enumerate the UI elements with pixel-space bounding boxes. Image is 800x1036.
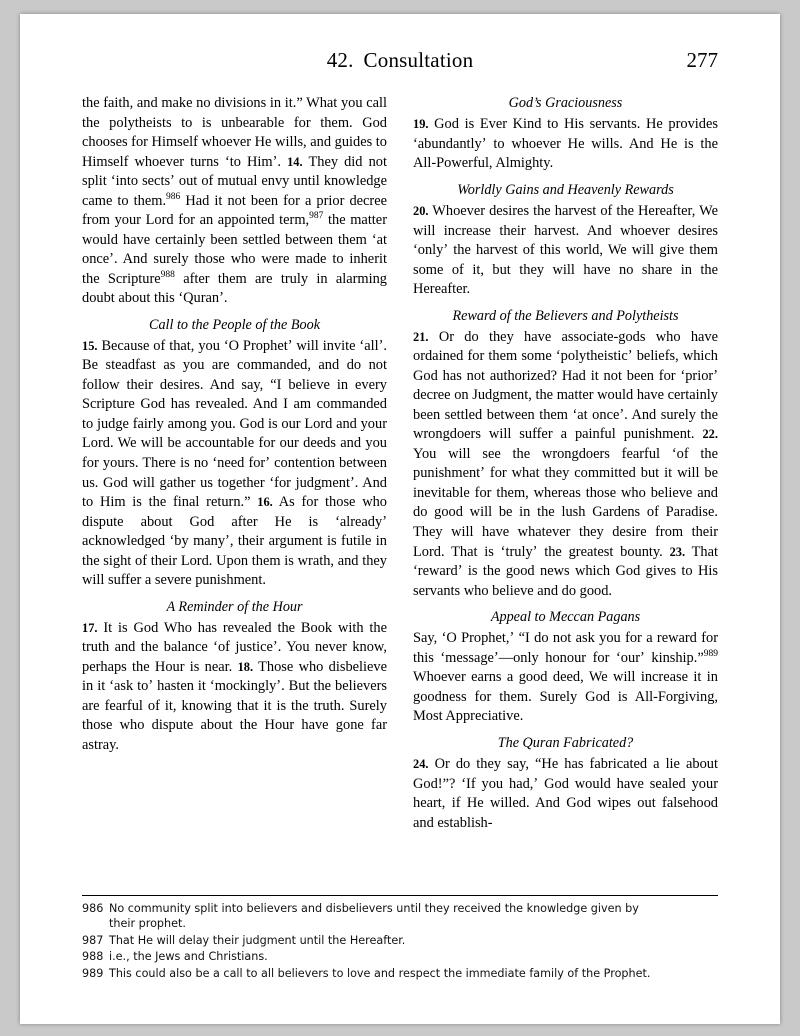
- document-page: [20, 14, 780, 1024]
- footnote-number: 989: [82, 966, 104, 980]
- footnote-text: [109, 901, 718, 932]
- page-title: [82, 48, 718, 73]
- footnote-ref-989: 989: [703, 649, 718, 659]
- footnotes-section: [82, 895, 718, 982]
- footnote-text: i.e., the Jews and Christians.: [109, 950, 268, 964]
- paragraph-continuation: [82, 94, 387, 309]
- page-header: [82, 48, 718, 88]
- verse-number-22: 22.: [702, 427, 718, 442]
- appeal-text: Say, ʻO Prophet,ʼ “I do not ask you for a reward for this ʻmessageʼ—only honour for ʻourʼ kinship.”: [413, 630, 718, 666]
- verse-17-text: It is God Who has revealed the Book with the truth and the balance ʻof justiceʼ. You never know, perhaps the Hour is near.: [82, 619, 388, 675]
- footnote-ref-987: 987: [309, 211, 324, 222]
- left-para-1: the faith, and make no divisions in it.” What you call the polytheists to is unbearable for them. God chooses for Himself whoever He wills, and guides to Himself whoever turns ʻto Himʼ.: [82, 95, 387, 170]
- footnote-number: 988: [82, 950, 104, 964]
- left-column: [82, 94, 387, 833]
- verse-23-text: That ʻrewardʼ is the good news which God gives to His servants who believe and do good.: [413, 543, 718, 599]
- footnote-text-continuation: their prophet.: [109, 917, 186, 931]
- footnote-text: This could also be a call to all believers to love and respect the immediate family of the Prophet.: [109, 966, 651, 980]
- verse-21-text: Or do they have associate-gods who have ordained for them some ʻpolytheisticʼ beliefs, which God has not authorized? Had it not been for ʻpriorʼ decree on Judgment, the matter would have certainly been settled between them ʻat onceʼ. And surely the wrongdoers will suffer a painful punishment.: [413, 328, 718, 443]
- verse-number-18: 18.: [237, 659, 254, 674]
- section-heading-gods-graciousness: God’s Graciousness: [508, 95, 623, 111]
- verse-20-paragraph: [413, 202, 718, 300]
- verse-number-20: 20.: [413, 204, 429, 219]
- chapter-number: 42.: [326, 48, 354, 72]
- section-heading-worldly-gains: Worldly Gains and Heavenly Rewards: [457, 181, 674, 198]
- appeal-text-2: Whoever earns a good deed, We will increase it in goodness for them. Surely God is All-Forgiving, Most Appreciative.: [413, 669, 718, 725]
- verse-20-text: Whoever desires the harvest of the Hereafter, We will increase their harvest. And whoever desires ʻonlyʼ the harvest of this world, We will give them some of it, but they will have no share in the Hereafter.: [413, 203, 718, 298]
- verse-19-paragraph: [413, 115, 718, 174]
- verse-number-21: 21.: [413, 329, 429, 344]
- verse-17-paragraph: [82, 619, 387, 756]
- footnote-divider: [82, 895, 718, 896]
- footnote-item: [82, 933, 718, 948]
- footnote-item: [82, 966, 718, 981]
- verse-18-text: Those who disbelieve in it ʻask toʼ hasten it ʻmockinglyʼ. But the believers are fearful of it, knowing that it is the truth. Surely those who dispute about the Hour have gone far astray.: [82, 658, 387, 753]
- verse-number-23: 23.: [669, 544, 686, 559]
- section-heading-call-to-people-of-the-book: Call to the People of the Book: [149, 316, 320, 333]
- footnote-number: 987: [82, 933, 104, 947]
- chapter-title: Consultation: [363, 48, 474, 72]
- verse-24-text: Or do they say, “He has fabricated a lie about God!”? ʻIf you had,ʼ God would have sealed your heart, if He willed. And God wipes out falsehood and establish-: [413, 756, 718, 831]
- verse-15-text: Because of that, you ʻO Prophetʼ will invite ʻallʼ. Be steadfast as you are commanded, and do not follow their desires. And say, “I believe in every Scripture God has revealed. And I am commanded to judge fairly among you. God is our Lord and your Lord. We will be accountable for our deeds and you for yours. There is no ʻneed forʼ contention between us. God will gather us together ʻfor judgmentʼ. And to Him is the final return.”: [82, 337, 387, 511]
- verse-14-text-2: Had it not been for a prior decree from your Lord for an appointed term,: [82, 192, 387, 229]
- footnote-item: [82, 901, 718, 932]
- verse-number-16: 16.: [257, 495, 273, 510]
- verse-number-17: 17.: [82, 620, 98, 635]
- appeal-paragraph: [413, 629, 718, 727]
- footnote-item: [82, 949, 718, 964]
- section-heading-appeal-to-meccan-pagans: Appeal to Meccan Pagans: [490, 609, 641, 626]
- verse-14-text-4: after them are truly in alarming doubt about this ʻQuranʼ.: [82, 270, 387, 307]
- verse-14-text: They did not split ʻinto sectsʼ out of mutual envy until knowledge came to them.: [82, 153, 387, 209]
- footnote-text: That He will delay their judgment until the Hereafter.: [109, 933, 406, 947]
- verse-15-paragraph: [82, 337, 387, 591]
- footnote-ref-986: 986: [166, 191, 181, 202]
- verse-21-paragraph: [413, 328, 718, 601]
- section-heading-reward-believers-polytheists: Reward of the Believers and Polytheists: [452, 307, 679, 324]
- section-heading-reminder-of-the-hour: A Reminder of the Hour: [166, 598, 303, 615]
- section-heading-quran-fabricated: The Quran Fabricated?: [497, 734, 634, 751]
- verse-19-text: God is Ever Kind to His servants. He provides ʻabundantlyʼ to whoever He wills. And He is the All-Powerful, Almighty.: [413, 116, 718, 172]
- footnote-text-line: No community split into believers and disbelievers until they received the knowledge given by: [109, 901, 639, 915]
- body-columns: [82, 94, 718, 833]
- right-column: [413, 94, 718, 833]
- verse-16-text: As for those who dispute about God after He is ʻalreadyʼ acknowledged ʻby manyʼ, their argument is futile in the sight of their Lord. Upon them is wrath, and they will suffer a severe punishment.: [82, 494, 387, 589]
- verse-number-24: 24.: [413, 757, 429, 772]
- footnote-number: 986: [82, 901, 104, 915]
- footnote-ref-988: 988: [160, 269, 175, 280]
- verse-number-14: 14.: [287, 154, 303, 169]
- verse-14-text-3: the matter would have certainly been settled between them ʻat onceʼ. And surely those who were made to inherit the Scripture: [82, 212, 387, 287]
- verse-number-19: 19.: [413, 117, 429, 132]
- verse-number-15: 15.: [82, 338, 98, 353]
- page-number: 277: [686, 48, 718, 72]
- verse-22-text: You will see the wrongdoers fearful ʻof the punishmentʼ for what they committed but it will be inevitable for them, whereas those who believe and do good will be in the lush Gardens of Paradise. They will have whatever they desire from their Lord. That is ʻtrulyʼ the greatest bounty.: [413, 445, 718, 560]
- verse-24-paragraph: [413, 755, 718, 833]
